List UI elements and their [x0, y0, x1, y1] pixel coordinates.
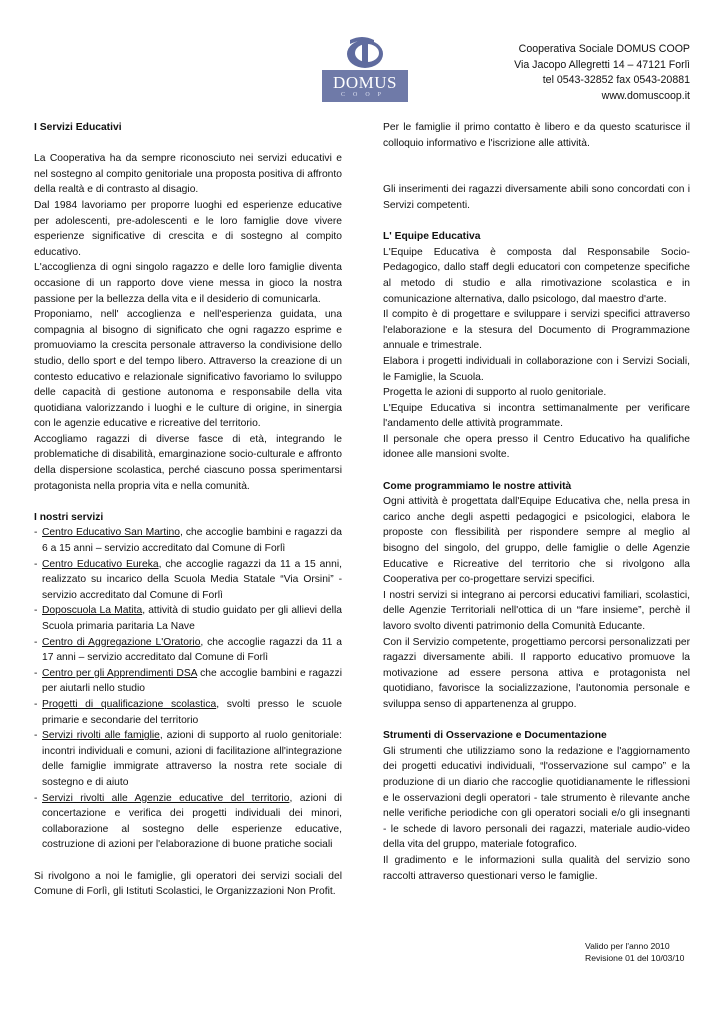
revision-note: Revisione 01 del 10/03/10	[585, 952, 685, 963]
list-item	[34, 791, 342, 853]
service-description: , che accoglie bambini e ragazzi da 6 a 15 anni – servizio accreditato dal Comune di Forlì	[42, 527, 342, 555]
paragraph: I nostri servizi si integrano ai percorsi educativi familiari, scolastici, delle Agenzie Territoriali nell'ottica di un “fare insieme”, perchè il lavoro svolto diventi patrimonio della Comunità Educante.	[383, 589, 690, 632]
section-title-strumenti: Strumenti di Osservazione e Documentazione	[383, 730, 607, 742]
paragraph: Il compito è di progettare e sviluppare i servizi specifici attraverso l'elaborazione e la stesura del Documento di Programmazione annuale e trimestrale.	[383, 309, 690, 352]
org-address: Via Jacopo Allegretti 14 – 47121 Forlì	[514, 58, 690, 71]
paragraph: Elabora i progetti individuali in collaborazione con i Servizi Sociali, le Famiglie, la Scuola.	[383, 355, 690, 383]
list-item	[34, 525, 342, 556]
paragraph: Il personale che opera presso il Centro Educativo ha qualifiche idonee alle mansioni svolte.	[383, 433, 690, 461]
logo-name: DOMUS	[333, 73, 397, 92]
paragraph: Accogliamo ragazzi di diverse fasce di età, integrando le problematiche di disabilità, emarginazione socio-culturale e affronto della dispersione scolastica, perché ciascuno possa sperimentarsi protagonista nella propria vita e nella comunità.	[34, 433, 342, 492]
list-item	[34, 557, 342, 604]
list-item	[34, 603, 342, 634]
paragraph: Per le famiglie il primo contatto è libero e da questo scaturisce il colloquio informativo e l'iscrizione alle attività.	[383, 122, 690, 149]
service-description: , azioni di concertazione e verifica dei progetti individuali dei minori, collaborazione al sostegno delle esperienze educative, costruzione di azioni per l'elaborazione di buone pratiche sociali	[42, 792, 342, 851]
paragraph: La Cooperativa ha da sempre riconosciuto nei servizi educativi e nel sostegno al compito genitoriale una proposta positiva di affronto della realtà e di contrasto al disagio.	[34, 153, 342, 196]
section-title-programmazione: Come programmiamo le nostre attività	[383, 480, 572, 492]
service-name: Servizi rivolti alle famiglie	[42, 730, 160, 742]
list-item	[34, 728, 342, 790]
org-website: www.domuscoop.it	[601, 89, 690, 102]
section-title-nostri-servizi: I nostri servizi	[34, 511, 104, 523]
service-name: Servizi rivolti alle Agenzie educative del territorio	[42, 792, 290, 804]
org-phone-fax: tel 0543-32852 fax 0543-20881	[542, 74, 690, 86]
service-name: Centro di Aggregazione L'Oratorio	[42, 636, 201, 648]
service-description: , che accoglie ragazzi da 11 a 17 anni – servizio accreditato dal Comune di Forlì	[42, 636, 342, 664]
service-description: , attività di studio guidato per gli allievi della Scuola primaria paritaria La Nave	[42, 605, 342, 632]
paragraph: L'Equipe Educativa si incontra settimanalmente per verificare l'andamento delle attività programmate.	[383, 402, 690, 430]
service-name: Centro Educativo San Martino	[42, 527, 180, 539]
paragraph: Ogni attività è progettata dall'Equipe Educativa che, nella presa in carico anche degli aspetti pedagogici e psicologici, elabora le proposte con flessibilità per rispondere sempre al meglio al bisogno del singolo, del gruppo, delle famiglie o delle Agenzie Educative e Ricreative del territorio che si rivolgono alla Cooperativa per co-progettare servizi specifici.	[383, 496, 690, 586]
paragraph: Gli inserimenti dei ragazzi diversamente abili sono concordati con i Servizi competenti.	[383, 184, 690, 211]
services-list	[34, 525, 342, 852]
service-name: Doposcuola La Matita	[42, 605, 143, 617]
domus-emblem-icon	[344, 32, 386, 72]
paragraph: Con il Servizio competente, progettiamo percorsi personalizzati per ragazzi diversamente abili. Il rapporto educativo promuove la motivazione ad essere persona attiva e protagonista nel quotidiano, favorisce la socializzazione, l'autonomia personale e sviluppa senso di appartenenza al gruppo.	[383, 636, 690, 710]
document-footer	[585, 941, 684, 964]
paragraph: L'accoglienza di ogni singolo ragazzo e delle loro famiglie diventa occasione di un rapporto dove viene messa in gioco la nostra passione per la bellezza della vita e il desiderio di comunicarla.	[34, 262, 342, 305]
service-description: , azioni di supporto al ruolo genitoriale: incontri individuali e comuni, azioni di facilitazione all'integrazione delle famiglie immigrate attraverso la nostra rete sociale di sostegno e di aiuto	[42, 730, 342, 788]
section-title-servizi-educativi: I Servizi Educativi	[34, 122, 122, 133]
service-description: , che accoglie ragazzi da 11 a 15 anni, realizzato su incarico della Scuola Media Statale “Via Orsini” - servizio accreditato dal Comune di Forlì	[42, 558, 342, 601]
list-item	[34, 697, 342, 728]
list-item	[34, 635, 342, 666]
paragraph: L'Equipe Educativa è composta dal Responsabile Socio-Pedagogico, dallo staff degli educatori con competenze specifiche al metodo di studio e alla rimotivazione scolastica e in comunicazione alternativa, dallo psicologo, dal maestro d'arte.	[383, 246, 690, 305]
paragraph: Il gradimento e le informazioni sulla qualità del servizio sono raccolti attraverso questionari verso le famiglie.	[383, 854, 690, 882]
service-name: Progetti di qualificazione scolastica	[42, 698, 217, 710]
validity-note: Valido per l'anno 2010	[585, 941, 670, 951]
closing-paragraph: Si rivolgono a noi le famiglie, gli operatori dei servizi sociali del Comune di Forlì, gli Istituti Scolastici, le Organizzazioni Non Profit.	[34, 870, 342, 898]
service-description: , svolti presso le scuole primarie e secondarie del territorio	[42, 698, 342, 726]
list-item	[34, 666, 342, 697]
section-title-equipe: L' Equipe Educativa	[383, 231, 481, 243]
org-name: Cooperativa Sociale DOMUS COOP	[518, 43, 690, 55]
paragraph: Proponiamo, nell' accoglienza e nell'esperienza guidata, una compagnia al bisogno di significato che ogni ragazzo esprime e promuoviamo la crescita personale attraverso la condivisione dello studio, dello sport e del tempo libero. Attraverso la creazione di un contesto educativo e relazionale significativo favoriamo lo sviluppo delle capacità di gestione autonoma e responsabile della vita quotidiana valorizzando i luoghi e le culture di origine, in sinergia con le agenzie educative e ricreative del territorio.	[34, 309, 342, 430]
service-name: Centro per gli Apprendimenti DSA	[42, 667, 198, 679]
service-name: Centro Educativo Eureka	[42, 558, 159, 570]
domus-logo	[322, 32, 408, 104]
paragraph: Gli strumenti che utilizziamo sono la redazione e l'aggiornamento dei progetti educativi individuali, “l'osservazione sul campo” e la produzione di un diario che raccoglie quotidianamente le riflessioni e le osservazioni degli operatori - tale strumento è rilevante anche nelle verifiche periodiche con gli operatori sociali e/o gli insegnanti - le schede di lavoro personali dei ragazzi, materiale audio-video della vita del gruppo, materiale fotografico.	[383, 745, 690, 851]
paragraph: Progetta le azioni di supporto al ruolo genitoriale.	[383, 387, 607, 399]
paragraph: Dal 1984 lavoriamo per proporre luoghi ed esperienze educative per adolescenti, pre-adolescenti e le loro famiglie dove vivere esperienze significative di crescita e di sostegno al compito educativo.	[34, 199, 342, 258]
logo-subtitle: COOP	[340, 92, 389, 98]
left-column	[34, 120, 342, 900]
letterhead-address	[514, 42, 690, 104]
service-description: che accoglie bambini e ragazzi per aiutarli nello studio	[42, 667, 342, 695]
right-column	[383, 120, 690, 884]
